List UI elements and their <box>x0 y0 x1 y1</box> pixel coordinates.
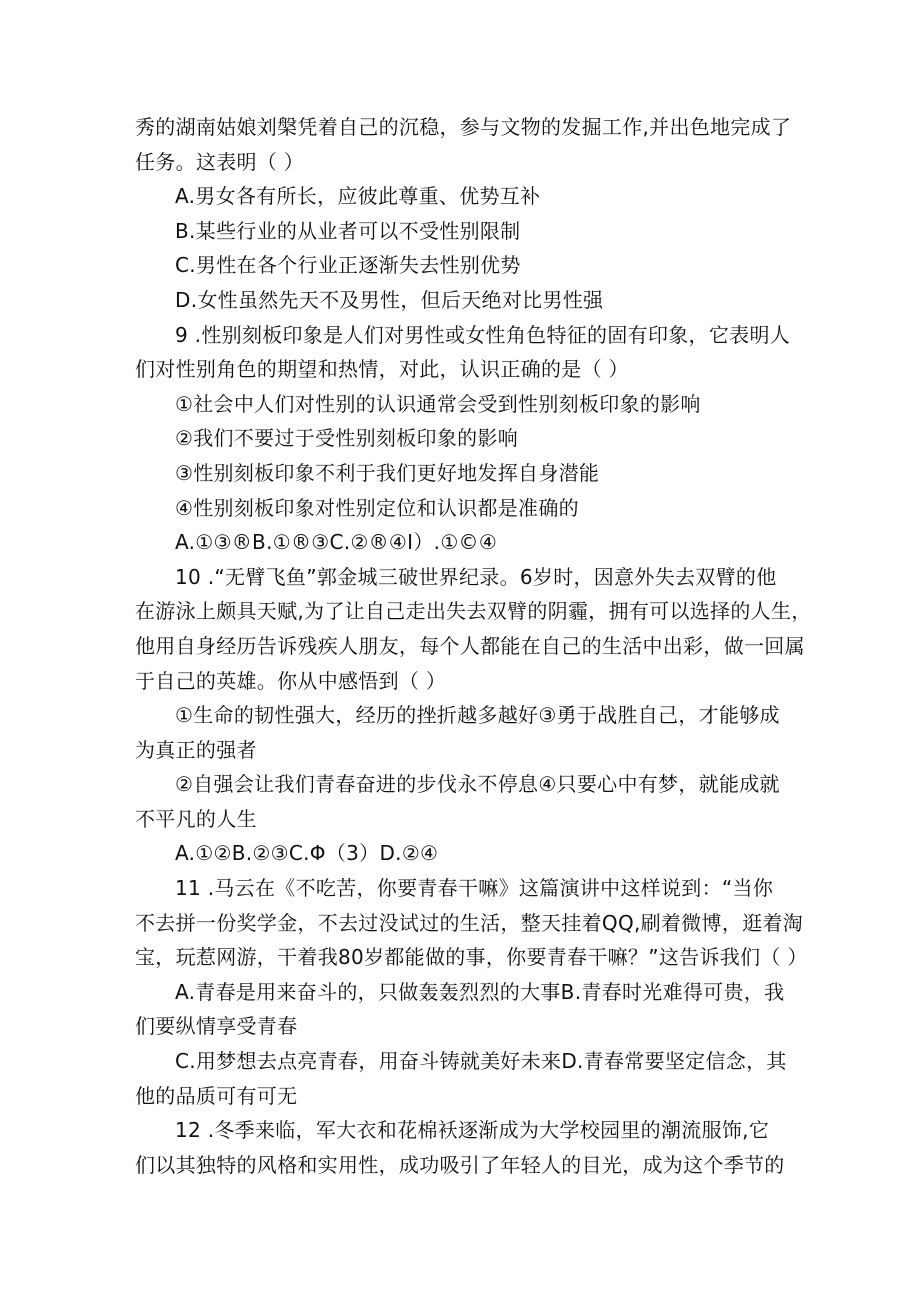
text-line: 于自己的英雄。你从中感悟到（ ） <box>135 668 447 693</box>
text-line: A.①②B.②③C.Φ（3）D.②④ <box>175 841 439 866</box>
text-line: C.男性在各个行业正逐渐失去性别优势 <box>175 253 521 278</box>
text-line: ①社会中人们对性别的认识通常会受到性别刻板印象的影响 <box>175 391 701 416</box>
text-line: 们对性别角色的期望和热情，对此，认识正确的是（ ） <box>135 357 629 382</box>
text-line: ②我们不要过于受性别刻板印象的影响 <box>175 426 519 451</box>
text-line: 们要纵情享受青春 <box>135 1014 298 1039</box>
text-line: 们以其独特的风格和实用性，成功吸引了年轻人的目光，成为这个季节的 <box>135 1152 785 1177</box>
text-line: ③性别刻板印象不利于我们更好地发挥自身潜能 <box>175 460 600 485</box>
text-line: A.青春是用来奋斗的，只做轰轰烈烈的大事B.青春时光难得可贵，我 <box>175 979 785 1004</box>
text-line: 10 .“无臂飞鱼”郭金城三破世界纪录。6岁时，因意外失去双臂的他 <box>175 564 777 589</box>
text-line: A.①③®B.①®③C.②®④I）.①©④ <box>175 530 498 555</box>
text-line: 他用自身经历告诉残疾人朋友，每个人都能在自己的生活中出彩，做一回属 <box>135 633 805 658</box>
text-line: 他的品质可有可无 <box>135 1083 298 1108</box>
text-line: 为真正的强者 <box>135 737 257 762</box>
text-line: 不去拼一份奖学金，不去过没试过的生活，整天挂着QQ,刷着微博，逛着淘 <box>135 910 804 935</box>
text-line: 宝，玩惹网游，干着我80岁都能做的事，你要青春干嘛？”这告诉我们（ ） <box>135 945 808 970</box>
text-line: 不平凡的人生 <box>135 806 257 831</box>
text-line: 在游泳上颇具天赋,为了让自己走出失去双臂的阴霾，拥有可以选择的人生， <box>135 599 812 624</box>
text-line: D.女性虽然先天不及男性，但后天绝对比男性强 <box>175 287 604 312</box>
text-line: ②自强会让我们青春奋进的步伐永不停息④只要心中有梦，就能成就 <box>175 772 780 797</box>
text-line: B.某些行业的从业者可以不受性别限制 <box>175 218 521 243</box>
text-line: C.用梦想去点亮青春，用奋斗铸就美好未来D.青春常要坚定信念，其 <box>175 1049 787 1074</box>
text-line: A.男女各有所长，应彼此尊重、优势互补 <box>175 184 541 209</box>
text-line: 9 .性别刻板印象是人们对男性或女性角色特征的固有印象，它表明人 <box>175 322 791 347</box>
text-line: 12 .冬季来临，军大衣和花棉袄逐渐成为大学校园里的潮流服饰,它 <box>175 1118 770 1143</box>
text-line: ①生命的韧性强大，经历的挫折越多越好③勇于战胜自己，才能够成 <box>175 703 780 728</box>
text-line: 11 .马云在《不吃苦，你要青春干嘛》这篇演讲中这样说到：“当你 <box>175 876 774 901</box>
text-line: 秀的湖南姑娘刘槃凭着自己的沉稳，参与文物的发掘工作,并出色地完成了 <box>135 115 792 139</box>
text-line: 任务。这表明（ ） <box>135 149 305 174</box>
text-line: ④性别刻板印象对性别定位和认识都是准确的 <box>175 495 579 520</box>
document-body <box>135 110 812 1182</box>
